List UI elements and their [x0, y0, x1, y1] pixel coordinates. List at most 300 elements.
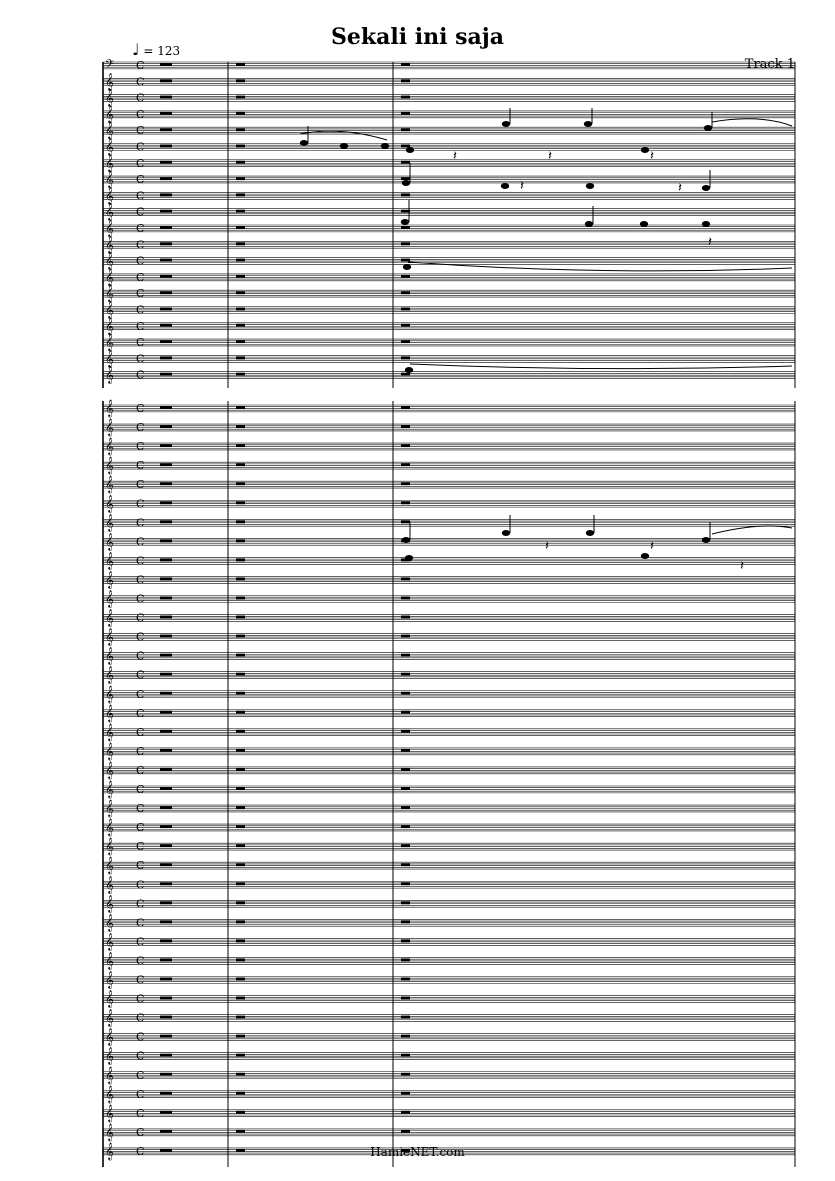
whole-rest: [401, 501, 410, 504]
note-head: [641, 553, 649, 559]
time-signature: C: [136, 573, 145, 587]
whole-rest: [236, 112, 245, 115]
whole-rest: [236, 425, 245, 428]
treble-clef-icon: 𝄞: [105, 104, 114, 123]
whole-rest: [401, 901, 410, 904]
time-signature: C: [136, 254, 145, 268]
time-signature: C: [136, 440, 145, 454]
time-signature: C: [136, 878, 145, 892]
time-signature: C: [136, 478, 145, 492]
time-signature: C: [136, 783, 145, 796]
whole-rest: [401, 978, 410, 981]
whole-rest: [160, 997, 172, 1000]
whole-rest: [401, 425, 410, 428]
treble-clef-icon: 𝄞: [105, 399, 114, 417]
time-signature: C: [136, 459, 145, 473]
whole-rest: [160, 1016, 172, 1019]
whole-rest: [236, 63, 245, 66]
quarter-rest: 𝄽: [740, 559, 744, 574]
note-head: [403, 264, 411, 270]
note-head: [300, 140, 308, 146]
time-signature: C: [136, 91, 145, 105]
whole-rest: [160, 958, 172, 961]
whole-rest: [160, 654, 172, 657]
whole-rest: [236, 654, 245, 657]
whole-rest: [236, 577, 245, 580]
whole-rest: [160, 501, 172, 504]
treble-clef-icon: 𝄞: [105, 349, 114, 368]
whole-rest: [401, 112, 410, 115]
time-signature: C: [136, 802, 145, 816]
treble-clef-icon: 𝄞: [105, 608, 114, 627]
treble-clef-icon: 𝄞: [105, 475, 114, 494]
time-signature: C: [136, 222, 145, 235]
whole-rest: [160, 1073, 172, 1076]
whole-rest: [401, 711, 410, 714]
whole-rest: [401, 1016, 410, 1019]
treble-clef-icon: 𝄞: [105, 137, 114, 156]
whole-rest: [236, 406, 245, 409]
treble-clef-icon: 𝄞: [105, 1122, 114, 1141]
time-signature: C: [136, 973, 145, 987]
time-signature: C: [136, 1068, 145, 1082]
whole-rest: [236, 711, 245, 714]
treble-clef-icon: 𝄞: [105, 932, 114, 951]
time-signature: C: [136, 368, 145, 382]
whole-rest: [236, 482, 245, 485]
treble-clef-icon: 𝄞: [105, 837, 114, 856]
quarter-rest: 𝄽: [678, 181, 682, 196]
treble-clef-icon: 𝄞: [105, 72, 114, 91]
note-head: [584, 121, 592, 127]
whole-rest: [160, 749, 172, 752]
whole-rest: [401, 692, 410, 695]
whole-rest: [160, 920, 172, 923]
note-head: [406, 147, 414, 153]
whole-rest: [401, 882, 410, 885]
treble-clef-icon: 𝄞: [105, 703, 114, 722]
tie: [410, 364, 792, 369]
time-signature: C: [136, 124, 145, 138]
whole-rest: [401, 673, 410, 676]
whole-rest: [236, 373, 245, 376]
quarter-rest: 𝄽: [650, 539, 654, 554]
whole-rest: [401, 308, 410, 311]
note-head: [402, 537, 410, 543]
tie: [408, 262, 792, 271]
treble-clef-icon: 𝄞: [105, 780, 114, 798]
whole-rest: [160, 161, 172, 164]
whole-rest: [236, 96, 245, 99]
whole-rest: [401, 844, 410, 847]
treble-clef-icon: 𝄞: [105, 300, 114, 319]
treble-clef-icon: 𝄞: [105, 1027, 114, 1046]
note-head: [640, 221, 648, 227]
whole-rest: [160, 1092, 172, 1095]
whole-rest: [401, 597, 410, 600]
treble-clef-icon: 𝄞: [105, 665, 114, 684]
whole-rest: [236, 79, 245, 82]
time-signature: C: [136, 992, 145, 1006]
time-signature: C: [136, 916, 145, 930]
whole-rest: [160, 226, 172, 229]
whole-rest: [401, 373, 410, 376]
time-signature: C: [136, 744, 145, 758]
time-signature: C: [136, 859, 145, 873]
whole-rest: [160, 635, 172, 638]
time-signature: C: [136, 630, 145, 644]
whole-rest: [401, 616, 410, 619]
time-signature: C: [136, 352, 145, 366]
whole-rest: [160, 145, 172, 148]
time-signature: C: [136, 270, 145, 284]
time-signature: C: [136, 287, 145, 301]
whole-rest: [401, 444, 410, 447]
whole-rest: [401, 275, 410, 278]
treble-clef-icon: 𝄞: [105, 589, 114, 608]
whole-rest: [160, 730, 172, 733]
whole-rest: [236, 1016, 245, 1019]
time-signature: C: [136, 1125, 145, 1139]
whole-rest: [401, 863, 410, 866]
whole-rest: [236, 558, 245, 561]
whole-rest: [401, 177, 410, 180]
whole-rest: [160, 1111, 172, 1114]
tempo-value: = 123: [143, 44, 181, 58]
time-signature: C: [136, 649, 145, 663]
treble-clef-icon: 𝄞: [105, 627, 114, 646]
whole-rest: [236, 1111, 245, 1114]
quarter-rest: 𝄽: [545, 539, 549, 554]
whole-rest: [401, 730, 410, 733]
whole-rest: [236, 210, 245, 213]
treble-clef-icon: 𝄞: [105, 235, 114, 254]
whole-rest: [160, 291, 172, 294]
whole-rest: [160, 616, 172, 619]
whole-rest: [236, 520, 245, 523]
time-signature: C: [136, 59, 145, 72]
quarter-rest: 𝄽: [548, 149, 552, 164]
whole-rest: [160, 844, 172, 847]
whole-rest: [236, 920, 245, 923]
treble-clef-icon: 𝄞: [105, 970, 114, 989]
treble-clef-icon: 𝄞: [105, 88, 114, 107]
treble-clef-icon: 𝄞: [105, 333, 114, 352]
treble-clef-icon: 𝄞: [105, 365, 114, 384]
time-signature: C: [136, 173, 145, 187]
whole-rest: [236, 958, 245, 961]
whole-rest: [160, 96, 172, 99]
whole-rest: [236, 308, 245, 311]
whole-rest: [236, 275, 245, 278]
note-head: [401, 219, 409, 225]
whole-rest: [160, 597, 172, 600]
whole-rest: [236, 863, 245, 866]
whole-rest: [160, 324, 172, 327]
time-signature: C: [136, 75, 145, 89]
note-head: [585, 221, 593, 227]
note-head: [704, 125, 712, 131]
time-signature: C: [136, 687, 145, 701]
tie: [712, 526, 792, 534]
whole-rest: [236, 226, 245, 229]
time-signature: C: [136, 706, 145, 720]
whole-rest: [401, 145, 410, 148]
whole-rest: [236, 356, 245, 359]
whole-rest: [160, 259, 172, 262]
note-head: [502, 530, 510, 536]
treble-clef-icon: 𝄞: [105, 219, 114, 237]
whole-rest: [160, 308, 172, 311]
note-head: [702, 221, 710, 227]
treble-clef-icon: 𝄞: [105, 170, 114, 189]
whole-rest: [236, 463, 245, 466]
whole-rest: [160, 901, 172, 904]
treble-clef-icon: 𝄞: [105, 202, 114, 221]
treble-clef-icon: 𝄞: [105, 513, 114, 532]
treble-clef-icon: 𝄞: [105, 437, 114, 456]
whole-rest: [401, 259, 410, 262]
whole-rest: [401, 749, 410, 752]
treble-clef-icon: 𝄞: [105, 1141, 114, 1160]
whole-rest: [236, 901, 245, 904]
time-signature: C: [136, 205, 145, 219]
whole-rest: [236, 177, 245, 180]
treble-clef-icon: 𝄞: [105, 1008, 114, 1027]
whole-rest: [160, 242, 172, 245]
time-signature: C: [136, 1106, 145, 1120]
whole-rest: [160, 520, 172, 523]
whole-rest: [236, 1073, 245, 1076]
whole-rest: [160, 128, 172, 131]
time-signature: C: [136, 516, 145, 530]
treble-clef-icon: 𝄞: [105, 1103, 114, 1122]
whole-rest: [236, 1035, 245, 1038]
whole-rest: [236, 501, 245, 504]
note-head: [502, 121, 510, 127]
whole-rest: [236, 635, 245, 638]
whole-rest: [401, 242, 410, 245]
whole-rest: [160, 210, 172, 213]
whole-rest: [236, 161, 245, 164]
whole-rest: [160, 406, 172, 409]
time-signature: C: [136, 821, 145, 835]
whole-rest: [236, 692, 245, 695]
whole-rest: [236, 616, 245, 619]
note-head: [340, 143, 348, 149]
whole-rest: [160, 558, 172, 561]
whole-rest: [160, 1035, 172, 1038]
bass-clef-icon: 𝄢: [105, 58, 115, 74]
time-signature: C: [136, 1049, 145, 1063]
time-signature: C: [136, 497, 145, 511]
note-head: [586, 530, 594, 536]
time-signature: C: [136, 725, 145, 739]
note-head: [641, 147, 649, 153]
treble-clef-icon: 𝄞: [105, 186, 114, 205]
treble-clef-icon: 𝄞: [105, 494, 114, 513]
whole-rest: [236, 291, 245, 294]
treble-clef-icon: 𝄞: [105, 121, 114, 140]
quarter-rest: 𝄽: [708, 235, 712, 250]
whole-rest: [236, 749, 245, 752]
treble-clef-icon: 𝄞: [105, 570, 114, 589]
time-signature: C: [136, 763, 145, 777]
whole-rest: [160, 112, 172, 115]
note-head: [405, 367, 413, 373]
time-signature: C: [136, 303, 145, 317]
whole-rest: [160, 177, 172, 180]
time-signature: C: [136, 554, 145, 568]
whole-rest: [401, 161, 410, 164]
time-signature: C: [136, 156, 145, 170]
whole-rest: [236, 1054, 245, 1057]
treble-clef-icon: 𝄞: [105, 284, 114, 303]
whole-rest: [401, 1111, 410, 1114]
whole-rest: [401, 787, 410, 790]
treble-clef-icon: 𝄞: [105, 818, 114, 837]
time-signature: C: [136, 1030, 145, 1044]
treble-clef-icon: 𝄞: [105, 741, 114, 760]
whole-rest: [160, 1054, 172, 1057]
whole-rest: [160, 539, 172, 542]
whole-rest: [236, 340, 245, 343]
treble-clef-icon: 𝄞: [105, 875, 114, 894]
whole-rest: [160, 711, 172, 714]
time-signature: C: [136, 935, 145, 949]
note-head: [586, 183, 594, 189]
whole-rest: [160, 673, 172, 676]
time-signature: C: [136, 421, 145, 435]
quarter-note-icon: ♩: [132, 40, 140, 59]
whole-rest: [401, 193, 410, 196]
time-signature: C: [136, 140, 145, 154]
note-head: [702, 537, 710, 543]
time-signature: C: [136, 238, 145, 252]
whole-rest: [236, 259, 245, 262]
whole-rest: [236, 844, 245, 847]
whole-rest: [160, 939, 172, 942]
whole-rest: [236, 768, 245, 771]
whole-rest: [160, 79, 172, 82]
whole-rest: [401, 463, 410, 466]
whole-rest: [236, 730, 245, 733]
whole-rest: [401, 1054, 410, 1057]
whole-rest: [236, 539, 245, 542]
whole-rest: [160, 373, 172, 376]
treble-clef-icon: 𝄞: [105, 684, 114, 703]
time-signature: C: [136, 592, 145, 606]
whole-rest: [160, 463, 172, 466]
treble-clef-icon: 𝄞: [105, 532, 114, 551]
tie: [712, 119, 792, 126]
treble-clef-icon: 𝄞: [105, 856, 114, 875]
whole-rest: [160, 825, 172, 828]
note-head: [405, 555, 413, 561]
whole-rest: [160, 768, 172, 771]
whole-rest: [160, 978, 172, 981]
whole-rest: [401, 1092, 410, 1095]
whole-rest: [401, 825, 410, 828]
whole-rest: [401, 96, 410, 99]
track-label: Track 1: [744, 57, 795, 72]
whole-rest: [236, 787, 245, 790]
whole-rest: [236, 997, 245, 1000]
whole-rest: [160, 63, 172, 66]
whole-rest: [236, 145, 245, 148]
note-head: [402, 180, 410, 186]
whole-rest: [160, 692, 172, 695]
whole-rest: [160, 340, 172, 343]
treble-clef-icon: 𝄞: [105, 1046, 114, 1065]
whole-rest: [401, 768, 410, 771]
treble-clef-icon: 𝄞: [105, 316, 114, 335]
time-signature: C: [136, 668, 145, 682]
note-head: [381, 143, 389, 149]
note-head: [501, 183, 509, 189]
treble-clef-icon: 𝄞: [105, 551, 114, 570]
treble-clef-icon: 𝄞: [105, 913, 114, 932]
time-signature: C: [136, 840, 145, 854]
footer-credit: HamieNET.com: [370, 1145, 465, 1159]
treble-clef-icon: 𝄞: [105, 760, 114, 779]
whole-rest: [401, 406, 410, 409]
time-signature: C: [136, 1144, 145, 1158]
whole-rest: [236, 1130, 245, 1133]
score-title: Sekali ini saja: [331, 24, 504, 50]
whole-rest: [236, 1092, 245, 1095]
time-signature: C: [136, 189, 145, 203]
treble-clef-icon: 𝄞: [105, 267, 114, 286]
whole-rest: [160, 425, 172, 428]
treble-clef-icon: 𝄞: [105, 894, 114, 913]
treble-clef-icon: 𝄞: [105, 951, 114, 970]
whole-rest: [236, 673, 245, 676]
whole-rest: [401, 226, 410, 229]
whole-rest: [160, 863, 172, 866]
time-signature: C: [136, 107, 145, 121]
quarter-rest: 𝄽: [453, 149, 457, 164]
whole-rest: [401, 654, 410, 657]
whole-rest: [160, 882, 172, 885]
whole-rest: [236, 597, 245, 600]
time-signature: C: [136, 611, 145, 625]
whole-rest: [236, 242, 245, 245]
whole-rest: [160, 356, 172, 359]
time-signature: C: [136, 319, 145, 333]
whole-rest: [401, 1130, 410, 1133]
treble-clef-icon: 𝄞: [105, 418, 114, 437]
whole-rest: [401, 63, 410, 66]
whole-rest: [160, 577, 172, 580]
whole-rest: [401, 577, 410, 580]
whole-rest: [160, 275, 172, 278]
whole-rest: [401, 356, 410, 359]
treble-clef-icon: 𝄞: [105, 989, 114, 1008]
whole-rest: [236, 806, 245, 809]
whole-rest: [236, 324, 245, 327]
note-head: [702, 185, 710, 191]
whole-rest: [236, 193, 245, 196]
time-signature: C: [136, 402, 145, 415]
whole-rest: [401, 958, 410, 961]
treble-clef-icon: 𝄞: [105, 251, 114, 270]
quarter-rest: 𝄽: [520, 179, 524, 194]
whole-rest: [160, 1130, 172, 1133]
treble-clef-icon: 𝄞: [105, 799, 114, 818]
whole-rest: [401, 939, 410, 942]
time-signature: C: [136, 1011, 145, 1025]
